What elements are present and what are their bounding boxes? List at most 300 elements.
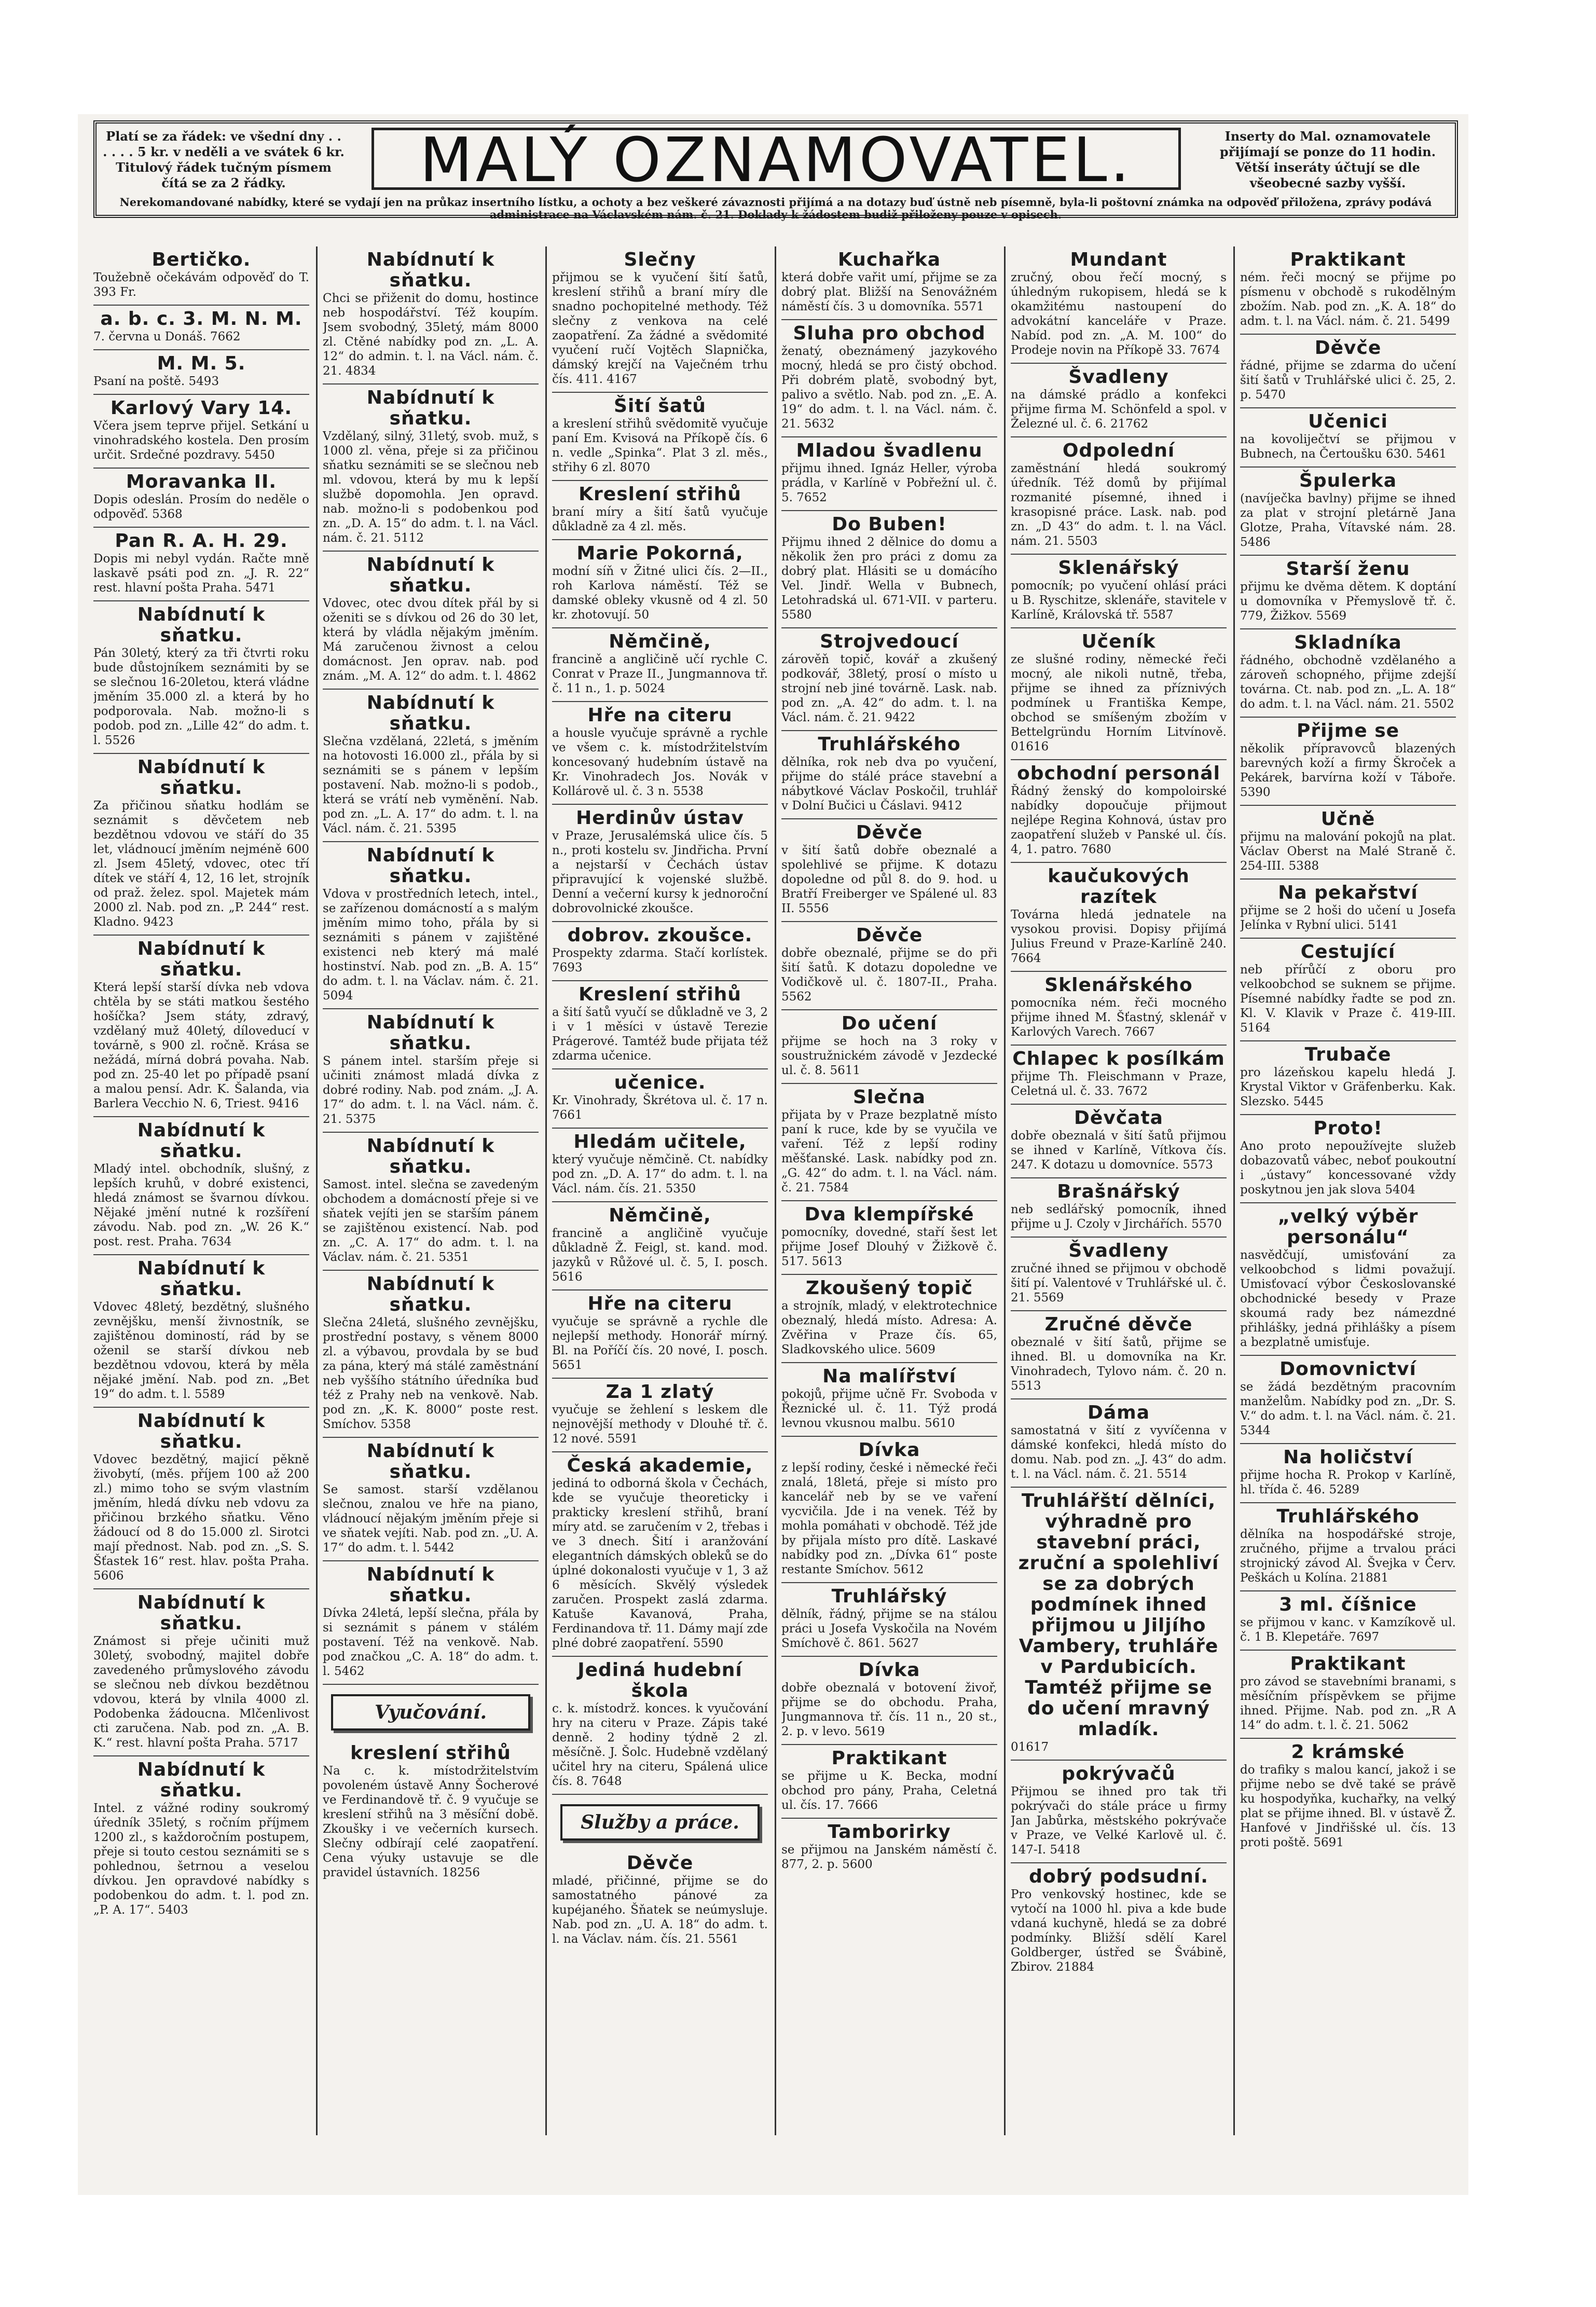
- ad-heading: Brašnářský: [1057, 1181, 1180, 1202]
- classified-ad: [781, 628, 997, 731]
- ad-text: 7. června u Donáš. 7662: [93, 330, 241, 344]
- ad-text: na kovoliječtví se přijmou v Bubnech, na Čertoušku 630. 5461: [1240, 433, 1456, 461]
- classified-ad: [323, 690, 539, 842]
- ad-text: ženatý, obeznámený jazykového mocný, hledá se pro čistý obchod. Při dobrém platě, svobodný byt, palivo a světlo. Nab. pod zn. „E. A. 19“ do adm. t. l. na Václ. nám. č. 21. 5632: [781, 345, 997, 431]
- section-banner: Vyučování.: [331, 1694, 530, 1731]
- ad-text: S pánem intel. starším přeje si učiniti známost mladá dívka z dobré rodiny. Nab. pod znám. „J. A. 17“ do adm. t. l. na Václ. nám. č. 21. 5375: [323, 1054, 539, 1126]
- classified-ad: [93, 350, 309, 395]
- ad-heading: Truhlářští dělníci, výhradně pro stavební práci, zruční a spolehliví se za dobrých podmínek ihned přijmou u Jiljího Vambery, truhláře v Pardubicích. Tamtéž přijme se do učení mravný mladík.: [1018, 1490, 1219, 1740]
- ad-text: pomocník; po vyučení ohlásí práci u B. Ryschitze, sklenáře, stavitele v Karlíně, Královská tř. 5587: [1011, 579, 1227, 622]
- classified-ad: [552, 1452, 768, 1657]
- ad-text: Mladý intel. obchodník, slušný, z lepších kruhů, v dobré existenci, hledá známost se švarnou dívkou. Nějaké jmění nutné k rozšíření závodu. Nab. pod zn. „W. 26 K.“ post. rest. Praha. 7634: [93, 1162, 309, 1248]
- page-title: MALÝ OZNAMOVATEL.: [419, 124, 1133, 196]
- classified-ad: [552, 981, 768, 1069]
- column-rule: [1004, 246, 1006, 2135]
- ad-heading: Nabídnutí k sňatku.: [137, 938, 266, 980]
- ad-heading: kaučukových razítek: [1048, 866, 1190, 908]
- ad-heading: Švadleny: [1068, 1240, 1169, 1261]
- classified-ad: [552, 1290, 768, 1379]
- ad-heading: Za 1 zlatý: [606, 1381, 714, 1403]
- ad-text: se žádá bezdětným pracovním manželům. Nabídky pod zn. „Dr. S. V.“ do adm. t. l. na Václ. nám. č. 21. 5344: [1240, 1380, 1456, 1437]
- classified-ad: [323, 1133, 539, 1271]
- ad-heading: Odpolední: [1062, 440, 1175, 461]
- ad-text: a strojník, mladý, v elektrotechnice obeznalý, hledá místo. Adresa: A. Zvěřina v Praze čís. 65, Sladkovského ulice. 5609: [781, 1299, 997, 1356]
- ad-heading: Hře na citeru: [587, 1293, 733, 1314]
- ad-text: zručný, obou řečí mocný, s úhledným rukopisem, hledá se k okamžitému nastoupení do advokátní kanceláře v Praze. Nabíd. pod zn. „A. M. 100“ do Prodeje novin na Příkopě 33. 7674: [1011, 271, 1227, 357]
- ad-heading: Nabídnutí k sňatku.: [137, 604, 266, 646]
- ad-columns: [93, 246, 1458, 2135]
- section-banner: Služby a práce.: [560, 1804, 760, 1841]
- classified-ad: [1011, 1311, 1227, 1399]
- ad-heading: Slečny: [624, 249, 696, 270]
- ad-heading: Domovnictví: [1279, 1358, 1416, 1380]
- ad-text: se přijme u K. Becka, modní obchod pro pány, Praha, Celetná ul. čís. 17. 7666: [781, 1769, 997, 1812]
- ad-text: Vdovec 48letý, bezdětný, slušného zevnějšku, menší živnostník, se zajištěnou domiností, rád by se oženil se starší dívkou neb bezdětnou vdovou, která by měla nějaké jmění. Nab. pod zn. „Bet 19“ do adm. t. l. 5589: [93, 1300, 309, 1401]
- ad-text: Se samost. starší vzdělanou slečnou, znalou ve hře na piano, vládnoucí nějakým jměním přeje si ve sňatek vejíti. Nab. pod zn. „U. A. 17“ do adm. t. l. 5442: [323, 1483, 539, 1555]
- ad-text: Vdova v prostředních letech, intel., se zařízenou domácností a s malým jměním mimo toho, přála by si seznámiti s pánem v zajištěné existenci neb který má malé hostinství. Nab. pod zn. „B. A. 15“ do adm. t. l. na Václav. nám. č. 21. 5094: [323, 887, 539, 1003]
- classified-ad: [1240, 718, 1456, 806]
- ad-text: řádného, obchodně vzdělaného a zároveň schopného, přijme zdejší továrna. Ct. nab. pod zn. „L. A. 18“ do adm. t. l. na Václ. nám. 21. 5502: [1240, 654, 1456, 711]
- classified-ad: [781, 1745, 997, 1819]
- classified-ad: [781, 922, 997, 1010]
- ad-text: pomocníky, dovedné, staří šest let přijme Josef Dlouhý v Žižkově č. 517. 5613: [781, 1226, 997, 1268]
- price-notice: Platí se za řádek: ve všední dny . . . . . . 5 kr. v neděli a ve svátek 6 kr. Titulový řádek tučným písmem čítá se za 2 řádky.: [103, 129, 345, 190]
- ad-text: Včera jsem teprve přijel. Setkání u vinohradského kostela. Den prosím určit. Srdečné pozdravy. 5450: [93, 419, 309, 462]
- classified-ad: [93, 528, 309, 601]
- classified-ad: [552, 628, 768, 702]
- classified-ad: [552, 1379, 768, 1452]
- ad-text: obeznalé v šití šatů, přijme se ihned. Bl. u domovníka na Kr. Vinohradech, Tylovo nám. č. 20 n. 5513: [1011, 1336, 1227, 1393]
- classified-ad: [1011, 863, 1227, 972]
- column-rule: [775, 246, 776, 2135]
- ad-text: c. k. místodrž. konces. k vyučování hry na citeru v Praze. Zápis také denně. 2 hodiny týdně 2 zl. měsíčně. J. Šolc. Hudebně vzdělaný učitel hry na citeru, Spálená ulice čís. 8. 7648: [552, 1702, 768, 1788]
- classified-ad: [1011, 1863, 1227, 1980]
- ad-heading: Přijme se: [1296, 720, 1400, 741]
- classified-ad: [93, 1117, 309, 1255]
- classified-ad: [781, 1363, 997, 1437]
- ad-heading: Němčině,: [609, 1205, 711, 1226]
- column-rule: [545, 246, 547, 2135]
- ad-text: z lepší rodiny, české i německé řeči znalá, 18letá, přeje si místo pro kancelář neb by se ve vaření vycvičila. Jde i na venek. Též by mohla pomáhati v obchodě. Též jde by přijala místo pro dítě. Laskavé nabídky pod zn. „Dívka 61“ poste restante Smíchov. 5612: [781, 1461, 997, 1576]
- ad-text: v šití šatů dobře obeznalé a spolehlivé se přijme. K dotazu dopoledne od půl 8. do 9. hod. u Bratří Freiberger ve Spálené ul. 83 II. 5556: [781, 844, 997, 915]
- ad-heading: Dva klempířské: [804, 1204, 974, 1225]
- ad-text: mladé, přičinné, přijme se do samostatného pánové za kupéjaného. Šňatek se neúmysluje. Nab. pod zn. „U. A. 18“ do adm. t. l. na Václav. nám. čís. 21. 5561: [552, 1874, 768, 1946]
- classified-ad: [552, 481, 768, 540]
- ad-text: a kreslení střihů svědomitě vyučuje paní Em. Kvisová na Příkopě čís. 6 n. vedle „Spinka“. Plat 3 zl. měs., střihy 6 zl. 8070: [552, 417, 768, 474]
- ad-text: Dívka 24letá, lepší slečna, přála by si seznámit s pánem v stálém postavení. Též na venkově. Nab. pod značkou „C. A. 18“ do adm. t. l. 5462: [323, 1606, 539, 1678]
- classified-ad: [323, 552, 539, 690]
- classified-ad: [1011, 1488, 1227, 1761]
- ad-text: Továrna hledá jednatele na vysokou provisi. Dopisy přijímá Julius Freund v Praze-Karlíně 240. 7664: [1011, 908, 1227, 965]
- ad-text: v Praze, Jerusalémská ulice čís. 5 n., proti kostelu sv. Jindřicha. První a nejstarší v Čechách ústav připravující k vojenské službě. Denní a večerní kursy k jednoroční dobrovolnické zkoušce.: [552, 829, 768, 915]
- classified-ad: [1240, 1356, 1456, 1444]
- ad-column: [323, 246, 539, 2135]
- ad-text: Intel. z vážné rodiny soukromý úředník 35letý, s ročním příjmem 1200 zl., s každoročním postupem, přeje si touto cestou seznámiti se s pohlednou, šetrnou a veselou dívkou. Jen opravdové nabídky s podobenkou do adm. t. l. pod zn. „P. A. 17“. 5403: [93, 1802, 309, 1917]
- ad-text: přijme Th. Fleischmann v Praze, Celetná ul. č. 33. 7672: [1011, 1070, 1227, 1098]
- ad-text: se přijmou na Janském náměstí č. 877, 2. p. 5600: [781, 1843, 997, 1871]
- classified-ad: [781, 819, 997, 922]
- classified-ad: [1011, 972, 1227, 1046]
- classified-ad: [93, 1756, 309, 1922]
- classified-ad: [552, 246, 768, 393]
- classified-ad: [781, 731, 997, 819]
- ad-text: Dopis odeslán. Prosím do neděle o odpověď. 5368: [93, 493, 309, 521]
- ad-heading: Do Buben!: [832, 514, 947, 535]
- ad-heading: Zkoušený topič: [805, 1278, 973, 1299]
- ad-heading: Sklenářského: [1044, 974, 1193, 996]
- ad-column: [552, 246, 768, 2135]
- classified-ad: [552, 805, 768, 922]
- classified-ad: [323, 1271, 539, 1438]
- classified-ad: [1011, 364, 1227, 437]
- ad-text: francině a angličině vyučuje důkladně Ž. Feigl, st. kand. mod. jazyků v Růžové ul. č. 5, I. posch. 5616: [552, 1227, 768, 1284]
- ad-heading: Karlový Vary 14.: [110, 397, 293, 419]
- ad-heading: Mundant: [1070, 249, 1167, 270]
- classified-ad: [323, 1438, 539, 1561]
- classified-ad: [93, 246, 309, 306]
- ad-text: Za přičinou sňatku hodlám se seznámit s děvčetem neb bezdětnou vdovou ve stáří do 35 let, vládnoucí jměním nejméně 600 zl. Jsem 45letý, vdovec, otec tří dítek ve stáří 4, 12, 16 let, strojník od praž. želez. spol. Majetek mám 2000 zl. Nab. pod zn. „P. 244“ rest. Kladno. 9423: [93, 799, 309, 929]
- ad-heading: Děvče: [856, 925, 923, 946]
- ad-heading: Moravanka II.: [126, 471, 277, 492]
- classified-ad: [552, 540, 768, 628]
- classified-ad: [552, 1657, 768, 1795]
- ad-text: Psaní na poště. 5493: [93, 375, 219, 388]
- ad-heading: Nabídnutí k sňatku.: [137, 1258, 266, 1300]
- classified-ad: [781, 1201, 997, 1275]
- classified-ad: [552, 922, 768, 981]
- classified-ad: [1011, 1046, 1227, 1105]
- ad-text: jediná to odborná škola v Čechách, kde se vyučuje theoreticky i prakticky kreslení střihů, braní míry atd. se zaručením v 2, třebas i ve 3 dnech. Šití i aranžování elegantních dámských obleků se do úplné dokonalosti vyučuje v 1, 3 až 6 měsících. Skvělý výsledek zaručen. Prospekt zaslá zdarma. Katuše Kavanová, Praha, Ferdinandova tř. 11. Dámy mají zde plné dobré zaopatření. 5590: [552, 1477, 768, 1650]
- classified-ad: [323, 1561, 539, 1685]
- ad-text: dělník, řádný, přijme se na stálou práci u Josefa Vyskočila na Novém Smíchově č. 861. 5627: [781, 1608, 997, 1650]
- classified-ad: [1011, 1399, 1227, 1488]
- classified-ad: [781, 511, 997, 628]
- ad-column: [1240, 246, 1456, 2135]
- classified-ad: [1240, 939, 1456, 1041]
- classified-ad: [1240, 806, 1456, 880]
- ad-heading: Šití šatů: [614, 395, 706, 417]
- ad-column: [781, 246, 997, 2135]
- classified-ad: [781, 1819, 997, 1877]
- classified-ad: [1011, 760, 1227, 863]
- classified-ad: [93, 936, 309, 1117]
- ad-heading: Nabídnutí k sňatku.: [366, 387, 495, 429]
- ad-text: Pro venkovský hostinec, kde se vytočí na 1000 hl. piva a kde bude vdaná kuchyně, hledá se za dobré podmínky. Bližší sdělí Karel Goldberger, ústřed se Švábině, Zbirov. 21884: [1011, 1888, 1227, 1974]
- administration-note: Nerekomandované nabídky, které se vydají jen na průkaz insertního lístku, a ochoty a bez veškeré závaznosti přijímá a na dotazy buď ústně neb písemně, byla-li poštovní známka na odpověď přiložena, zprávy podává administrace na Václavském nám. č. 21. Doklady k žádostem budiž přiloženy pouze v opisech.: [119, 196, 1432, 221]
- ad-heading: Na pekařství: [1278, 882, 1418, 903]
- ad-heading: Herdinův ústav: [576, 807, 744, 829]
- ad-text: pokojů, přijme učně Fr. Svoboda v Řeznické ul. č. 11. Týž prodá levnou vkusnou malbu. 5610: [781, 1388, 997, 1430]
- ad-text: dělníka na hospodářské stroje, zručného, přijme a trvalou práci strojnický závod Al. Švejka v Červ. Peškách u Kolína. 21881: [1240, 1528, 1456, 1585]
- ad-text: několik přípravovců blazených barevných koží a firmy Škroček a Pekárek, barvírna koží v Táboře. 5390: [1240, 742, 1456, 799]
- ad-text: přijme hocha R. Prokop v Karlíně, hl. třída č. 46. 5289: [1240, 1468, 1456, 1496]
- classified-ad: [323, 1009, 539, 1133]
- classified-ad: [1011, 1761, 1227, 1863]
- ad-heading: Nabídnutí k sňatku.: [366, 1564, 495, 1606]
- ad-text: Známost si přeje učiniti muž 30letý, svobodný, majitel dobře zavedeného průmyslového závodu se slečnou neb dívkou bezdětnou vdovou, která by vlnila 4000 zl. Podobenka žádoucna. Mlčenlivost cti zaručena. Nab. pod zn. „A. B. K.“ rest. hlavní pošta Praha. 5717: [93, 1635, 309, 1750]
- classified-ad: [1240, 1739, 1456, 1855]
- ad-text: Toužebně očekávám odpověď do T. 393 Fr.: [93, 271, 309, 299]
- ad-heading: Skladníka: [1294, 632, 1402, 653]
- ad-heading: Hře na citeru: [587, 705, 733, 726]
- classified-ad: [552, 1069, 768, 1129]
- ad-heading: Truhlářského: [818, 734, 961, 755]
- ad-heading: Truhlářského: [1276, 1506, 1420, 1527]
- classified-ad: [1240, 1591, 1456, 1651]
- ad-heading: Nabídnutí k sňatku.: [366, 1440, 495, 1482]
- ad-text: která dobře vařit umí, přijme se za dobrý plat. Bližší na Senovážném náměstí čís. 3 u domovníka. 5571: [781, 271, 997, 313]
- ad-text: přijmu na malování pokojů na plat. Václav Oberst na Malé Straně č. 254-III. 5388: [1240, 830, 1456, 873]
- classified-ad: [1011, 1178, 1227, 1238]
- classified-ad: [93, 1255, 309, 1408]
- ad-heading: Strojvedoucí: [820, 631, 959, 652]
- classified-ad: [323, 842, 539, 1009]
- ad-text: se přijmou v kanc. v Kamzíkově ul. č. 1 B. Klepetáře. 7697: [1240, 1616, 1456, 1644]
- ad-heading: kreslení střihů: [350, 1742, 511, 1764]
- ad-heading: Praktikant: [1290, 1653, 1406, 1674]
- classified-ad: [1240, 1444, 1456, 1503]
- ad-text: zárověň topič, kovář a zkušený podkovář, 38letý, prosí o místo u strojní neb jiné továrně. Lask. nab. pod zn. „A. 42“ do adm. t. l. na Václ. nám. č. 21. 9422: [781, 653, 997, 724]
- classified-ad: [781, 1583, 997, 1657]
- classified-ad: [1240, 335, 1456, 408]
- ad-heading: Slečna: [853, 1087, 926, 1108]
- ad-heading: Učně: [1320, 808, 1375, 830]
- classified-ad: [1240, 1115, 1456, 1203]
- ad-heading: Na malířství: [822, 1366, 956, 1387]
- ad-text: přijata by v Praze bezplatně místo paní k ruce, kde by se vyučila ve vaření. Též z lepší rodiny měšťanské. Lask. nabídky pod zn. „G. 42“ do adm. t. l. na Václ. nám. č. 21. 7584: [781, 1108, 997, 1194]
- ad-text: Prospekty zdarma. Stačí korlístek. 7693: [552, 946, 768, 974]
- ad-text: Na c. k. místodržitelstvím povoleném ústavě Anny Šocherové ve Ferdinandově tř. č. 9 vyučuje se kreslení střihů na 3 měsíční době. Zkoušky i ve večerních kursech. Slečny odbírají celé zaopatření. Cena výuky ustavuje se dle pravidel ústavních. 18256: [323, 1764, 539, 1879]
- ad-text: přijmu ihned. Ignáz Heller, výroba prádla, v Karlíně v Pobřežní ul. č. 5. 7652: [781, 462, 997, 504]
- classified-ad: [1011, 1238, 1227, 1311]
- ad-heading: Špulerka: [1299, 470, 1397, 491]
- ad-heading: obchodní personál: [1017, 763, 1220, 784]
- classified-ad: [1011, 437, 1227, 555]
- classified-ad: [1240, 246, 1456, 335]
- ad-heading: Sluha pro obchod: [793, 323, 986, 344]
- ad-heading: Nabídnutí k sňatku.: [137, 757, 266, 799]
- classified-ad: [93, 469, 309, 528]
- ad-heading: Nabídnutí k sňatku.: [137, 1592, 266, 1634]
- ad-text: pomocníka ném. řeči mocného přijme ihned M. Šťastný, sklenář v Karlových Varech. 7667: [1011, 996, 1227, 1039]
- ad-text: Vdovec bezdětný, majicí pěkně živobytí, (měs. příjem 100 až 200 zl.) mimo toho se svým vlastním jměním, hledá dívku neb vdovu za přičinou brzkého sňatku. Věno žádoucí od 8 do 15.000 zl. Sirotci mají přednost. Nab. pod zn. „S. S. Šťastek 16“ rest. hlav. pošta Praha. 5606: [93, 1453, 309, 1583]
- ad-heading: pokrývačů: [1062, 1763, 1176, 1784]
- ad-column: [1011, 246, 1227, 2135]
- classified-ad: [781, 437, 997, 511]
- ad-heading: Marie Pokorná,: [576, 543, 744, 564]
- ad-heading: Kuchařka: [837, 249, 941, 270]
- ad-text: Vdovec, otec dvou dítek přál by si oženiti se s dívkou od 26 do 30 let, která by vládla nějakým jměním. Má zaručenou živnost a celou domácnost. Jen oprav. nab. pod znám. „M. A. 12“ do adm. t. l. 4862: [323, 597, 539, 683]
- classified-ad: [781, 1010, 997, 1084]
- ad-heading: Nabídnutí k sňatku.: [366, 1135, 495, 1177]
- ad-heading: Švadleny: [1068, 366, 1169, 388]
- ad-heading: Děvčata: [1074, 1107, 1163, 1129]
- ad-text: Přijmou se ihned pro tak tři pokrývači do stále práce u firmy Jan Jabůrka, městského pokrývače v Praze, ve Velké Karlově ul. č. 147-I. 5418: [1011, 1785, 1227, 1857]
- classified-ad: [781, 246, 997, 320]
- ad-text: dobře obeznalé, přijme se do při šití šatů. K dotazu dopoledne ve Vodičkově ul. č. 1807-II., Praha. 5562: [781, 946, 997, 1004]
- ad-text: Přijmu ihned 2 dělnice do domu a několik žen pro práci z domu za dobrý plat. Hlásiti se u domácího Vel. Jindř. Wella v Bubnech, Letohradská ul. 671-VII. v parteru. 5580: [781, 535, 997, 622]
- column-rule: [1233, 246, 1235, 2135]
- classified-ad: [93, 306, 309, 350]
- ad-text: Ano proto nepoužívejte služeb dobazovatů vábec, neboť poukoutní i „ústavy“ koncessované vždy poskytnou jen jak slova 5404: [1240, 1139, 1456, 1197]
- ad-heading: Dáma: [1088, 1402, 1150, 1423]
- ad-text: na dámské prádlo a konfekci přijme firma M. Schönfeld a spol. v Železné ul. č. 6. 21762: [1011, 388, 1227, 431]
- ad-text: (navíječka bavlny) přijme se ihned za plat v strojní pletárně Jana Glotze, Praha, Vítavské nám. 28. 5486: [1240, 492, 1456, 549]
- ad-text: vyučuje se správně a rychle dle nejlepší methody. Honorář mírný. Bl. na Poříčí čís. 20 nové, I. posch. 5651: [552, 1315, 768, 1372]
- ad-heading: 3 ml. číšnice: [1279, 1594, 1417, 1615]
- ad-heading: Jediná hudební škola: [577, 1659, 742, 1701]
- ad-text: přijme se hoch na 3 roky v soustružnickém závodě v Jezdecké ul. č. 8. 5611: [781, 1035, 997, 1077]
- ad-text: Pán 30letý, který za tři čtvrti roku bude důstojníkem seznámiti by se se slečnou 16-20letou, která vládne jměním 35.000 zl. a která by ho podporovala. Nab. možno-li s podob. pod zn. „Lille 42“ do adm. t. l. 5526: [93, 647, 309, 747]
- masthead: [93, 120, 1458, 221]
- ad-heading: Dívka: [858, 1439, 920, 1461]
- ad-heading: Děvče: [626, 1852, 694, 1874]
- insert-notice: Inserty do Mal. oznamovatele přijímají se ponze do 11 hodin. Větší inseráty účtují se dle všeobecné sazby vyšší.: [1219, 129, 1436, 190]
- ad-heading: Chlapec k posílkám: [1012, 1048, 1225, 1069]
- ad-heading: Nabídnutí k sňatku.: [366, 692, 495, 734]
- ad-heading: Nabídnutí k sňatku.: [366, 249, 495, 291]
- ad-heading: Proto!: [1313, 1118, 1383, 1139]
- ad-text: pro závod se stavebními branami, s měsíčním příspěvkem se přijme ihned. Přijme. Nab. pod zn. „R A 14“ do adm. t. l. č. 21. 5062: [1240, 1675, 1456, 1732]
- classified-ad: [1011, 1105, 1227, 1178]
- ad-text: který vyučuje němčině. Ct. nabídky pod zn. „D. A. 17“ do adm. t. l. na Václ. nám. čís. 21. 5350: [552, 1153, 768, 1196]
- ad-heading: Učenici: [1308, 411, 1388, 432]
- classified-ad: [1240, 1503, 1456, 1591]
- classified-ad: [1240, 468, 1456, 556]
- ad-text: přijme se 2 hoši do učení u Josefa Jelínka v Rybní ulici. 5141: [1240, 904, 1456, 932]
- ad-heading: Němčině,: [609, 631, 711, 652]
- ad-text: pro lázeňskou kapelu hledá J. Krystal Viktor v Gräfenberku. Kak. Slezsko. 5445: [1240, 1066, 1456, 1108]
- ad-text: Chci se přiženit do domu, hostince neb hospodářství. Též koupím. Jsem svobodný, 35letý, mám 8000 zl. Ctěné nabídky pod zn. „L. A. 12“ do admin. t. l. na Václ. nám. č. 21. 4834: [323, 292, 539, 378]
- classified-ad: [1011, 246, 1227, 364]
- ad-heading: Děvče: [1314, 337, 1382, 359]
- ad-text: francině a angličině učí rychle C. Conrat v Praze II., Jungmannova tř. č. 11 n., 1. p. 5024: [552, 653, 768, 695]
- classified-ad: [1240, 1203, 1456, 1356]
- ad-heading: Nabídnutí k sňatku.: [366, 845, 495, 887]
- title-frame: [372, 124, 1181, 196]
- ad-heading: Praktikant: [1290, 249, 1406, 270]
- ad-text: Která lepší starší dívka neb vdova chtěla by se státi matkou šestého hošíčka? Jsem státy, zdravý, vzdělaný muž 40letý, díloveducí v továrně, s 900 zl. ročně. Krása se nežádá, mírná dobrá povaha. Nab. pod zn. 25-40 let po případě psaní a malou pensí. Adr. K. Šalanda, via Barlera Vecchio N. 6, Triest. 9416: [93, 981, 309, 1110]
- ad-text: a šití šatů vyučí se důkladně ve 3, 2 i v 1 měsíci v ústavě Terezie Prágerové. Tamtéž bude přijata též zdarma učenice.: [552, 1006, 768, 1063]
- ad-text: Kr. Vinohrady, Škrétova ul. č. 17 n. 7661: [552, 1094, 768, 1122]
- ad-text: řádné, přijme se zdarma do učení šití šatů v Truhlářské ulici č. 25, 2. p. 5470: [1240, 359, 1456, 402]
- ad-heading: Učeník: [1081, 631, 1156, 652]
- classified-ad: [1011, 628, 1227, 760]
- ad-text: přijmou se k vyučení šití šatů, kreslení střihů a braní míry dle snadno pochopitelné methody. Též slečny z venkova na celé zaopatření. Za žádné a svědomité vyučení ručí Vojtěch Slapnička, dámský krejčí na Vaječném trhu čís. 411. 4167: [552, 271, 768, 386]
- ad-heading: Do učení: [841, 1013, 938, 1034]
- ad-text: Samost. intel. slečna se zavedeným obchodem a domácností přeje si ve sňatek vejíti jen se starším pánem se zajištěnou existencí. Nab. pod zn. „C. A. 17“ do adm. t. l. na Václav. nám. č. 21. 5351: [323, 1178, 539, 1264]
- classified-ad: [781, 320, 997, 437]
- ad-heading: učenice.: [614, 1072, 706, 1093]
- ad-heading: Děvče: [856, 822, 923, 843]
- classified-ad: [552, 393, 768, 481]
- ad-text: modní síň v Žitné ulici čís. 2—II., roh Karlova náměstí. Též se damské obleky vkusně od 4 zl. 50 kr. zhotovují. 50: [552, 565, 768, 622]
- ad-heading: Nabídnutí k sňatku.: [137, 1120, 266, 1162]
- ad-heading: Starší ženu: [1286, 558, 1410, 580]
- ad-text: Řádný ženský do kompoloirské nabídky dopoučuje přijmout nejlépe Regina Kohnová, ústav pro zaopatření služeb v Panské ul. čís. 4, 1. patro. 7680: [1011, 785, 1227, 856]
- classified-ad: [323, 246, 539, 384]
- ad-text: dělníka, rok neb dva po vyučení, přijme do stálé práce stavební a nábytkové Václav Poskočil, truhlář v Dolní Bučici u Čáslavi. 9412: [781, 756, 997, 813]
- ad-heading: Kreslení střihů: [579, 484, 741, 505]
- ad-heading: Sklenářský: [1058, 557, 1179, 579]
- classified-ad: [781, 1084, 997, 1201]
- classified-ad: [93, 1589, 309, 1756]
- ad-heading: Nabídnutí k sňatku.: [366, 1012, 495, 1054]
- ad-heading: Nabídnutí k sňatku.: [366, 1273, 495, 1315]
- ad-heading: Nabídnutí k sňatku.: [137, 1759, 266, 1801]
- classified-ad: [781, 1437, 997, 1583]
- classified-ad: [323, 384, 539, 552]
- classified-ad: [552, 1202, 768, 1290]
- classified-ad: [93, 754, 309, 936]
- ad-text: braní míry a šití šatů vyučuje důkladně za 4 zl. měs.: [552, 505, 768, 533]
- ad-heading: Trubače: [1304, 1044, 1392, 1065]
- ad-text: Slečna 24letá, slušného zevnějšku, prostřední postavy, s věnem 8000 zl. a výbavou, provdala by se buď za pána, který má stálé zaměstnání neb vyššího státního úředníka buď též z Prahy neb na venkově. Nab. pod zn. „K. K. 8000“ poste rest. Smíchov. 5358: [323, 1316, 539, 1431]
- classified-ad: [1240, 1041, 1456, 1115]
- ad-heading: Nabídnutí k sňatku.: [137, 1410, 266, 1452]
- ad-text: Vzdělaný, silný, 31letý, svob. muž, s 1000 zl. věna, přeje si za přičinou sňatku seznámiti se se slečnou neb ml. vdovou, která by mu k lepší službě dopomohla. Jen opravd. nab. možno-li s podobenkou pod zn. „D. A. 15“ do adm. t. l. na Václ. nám. č. 21. 5112: [323, 430, 539, 545]
- ad-text: samostatná v šití z vyvíčenna v dámské konfekci, hledá místo do domu. Nab. pod zn. „J. 43“ do adm. t. l. na Václ. nám. č. 21. 5514: [1011, 1424, 1227, 1481]
- ad-heading: M. M. 5.: [157, 353, 246, 374]
- classified-ad: [781, 1275, 997, 1363]
- ad-text: dobře obeznalá v botovení živoř, přijme se do obchodu. Praha, Jungmannova tř. čís. 11 n., 20 st., 2. p. v levo. 5619: [781, 1681, 997, 1738]
- ad-heading: Truhlářský: [831, 1586, 947, 1607]
- column-rule: [316, 246, 318, 2135]
- classified-ad: [1011, 555, 1227, 628]
- classified-ad: [323, 1740, 539, 1885]
- classified-ad: [1240, 629, 1456, 718]
- ad-text: Dopis mi nebyl vydán. Račte mně laskavě psáti pod zn. „J. R. 22“ rest. hlavní pošta Praha. 5471: [93, 552, 309, 595]
- ad-heading: „velký výběr personálu“: [1277, 1206, 1419, 1248]
- ad-text: přijmu ke dvěma dětem. K doptání u domovníka v Přemyslově tř. č. 779, Žižkov. 5569: [1240, 580, 1456, 623]
- ad-text: neb přírůčí z oboru pro velkoobchod se suknem se přijme. Písemné nabídky řadte se pod zn. Kl. V. Klavik v Praze č. 419-III. 5164: [1240, 963, 1456, 1035]
- ad-heading: Zručné děvče: [1044, 1314, 1193, 1335]
- ad-text: a housle vyučuje správně a rychle ve všem c. k. místodržitelstvím koncesovaný hudebním ústavě na Kr. Vinohradech Jos. Novák v Kollárově ul. č. 3 n. 5538: [552, 726, 768, 798]
- ad-text: dobře obeznalá v šití šatů přijmou se ihned v Karlíně, Vítkova čís. 247. K dotazu u domovníce. 5573: [1011, 1129, 1227, 1172]
- classified-ad: [93, 601, 309, 754]
- ad-heading: Pan R. A. H. 29.: [115, 530, 288, 552]
- classified-ad: [552, 1850, 768, 1952]
- ad-text: zručné ihned se přijmou v obchodě šití pí. Valentové v Truhlářské ul. č. 21. 5569: [1011, 1262, 1227, 1304]
- ad-column: [93, 246, 309, 2135]
- ad-heading: Kreslení střihů: [579, 984, 741, 1005]
- ad-text: neb sedlářský pomocník, ihned přijme u J. Czoly v Jirchářích. 5570: [1011, 1203, 1227, 1231]
- ad-heading: Bertičko.: [152, 249, 251, 270]
- ad-heading: 2 krámské: [1291, 1741, 1405, 1763]
- ad-heading: Na holičství: [1283, 1447, 1413, 1468]
- ad-heading: Cestující: [1300, 941, 1396, 963]
- ad-heading: dobrov. zkoušce.: [567, 925, 753, 946]
- ad-heading: a. b. c. 3. M. N. M.: [100, 308, 302, 329]
- ad-heading: Hledám učitele,: [573, 1131, 747, 1152]
- ad-heading: Česká akademie,: [567, 1455, 753, 1476]
- classified-ad: [93, 1408, 309, 1589]
- classified-ad: [1240, 880, 1456, 939]
- classified-ad: [93, 395, 309, 469]
- classified-ad: [1240, 556, 1456, 629]
- ad-text: 01617: [1011, 1740, 1049, 1754]
- ad-text: ném. řeči mocný se přijme po písmenu v obchodě s rukodělným zbožím. Nab. pod zn. „K. A. 18“ do adm. t. l. na Václ. nám. č. 21. 5499: [1240, 271, 1456, 328]
- ad-text: Slečna vzdělaná, 22letá, s jměním na hotovosti 16.000 zl., přála by si seznámiti se s pánem v lepším postavení. Nab. možno-li s podob., která se vrátí neb vyměnění. Nab. pod zn. „L. A. 17“ do adm. t. l. na Václ. nám. č. 21. 5395: [323, 735, 539, 835]
- ad-heading: Mladou švadlenu: [796, 440, 983, 461]
- ad-text: vyučuje se žehlení s leskem dle nejnovější methody v Dlouhé tř. č. 12 nové. 5591: [552, 1403, 768, 1446]
- ad-heading: dobrý podsudní.: [1029, 1866, 1208, 1887]
- classified-ad: [552, 1129, 768, 1202]
- classified-ad: [1240, 1651, 1456, 1739]
- ad-heading: Nabídnutí k sňatku.: [366, 554, 495, 596]
- classified-ad: [1240, 408, 1456, 468]
- classified-ad: [781, 1657, 997, 1745]
